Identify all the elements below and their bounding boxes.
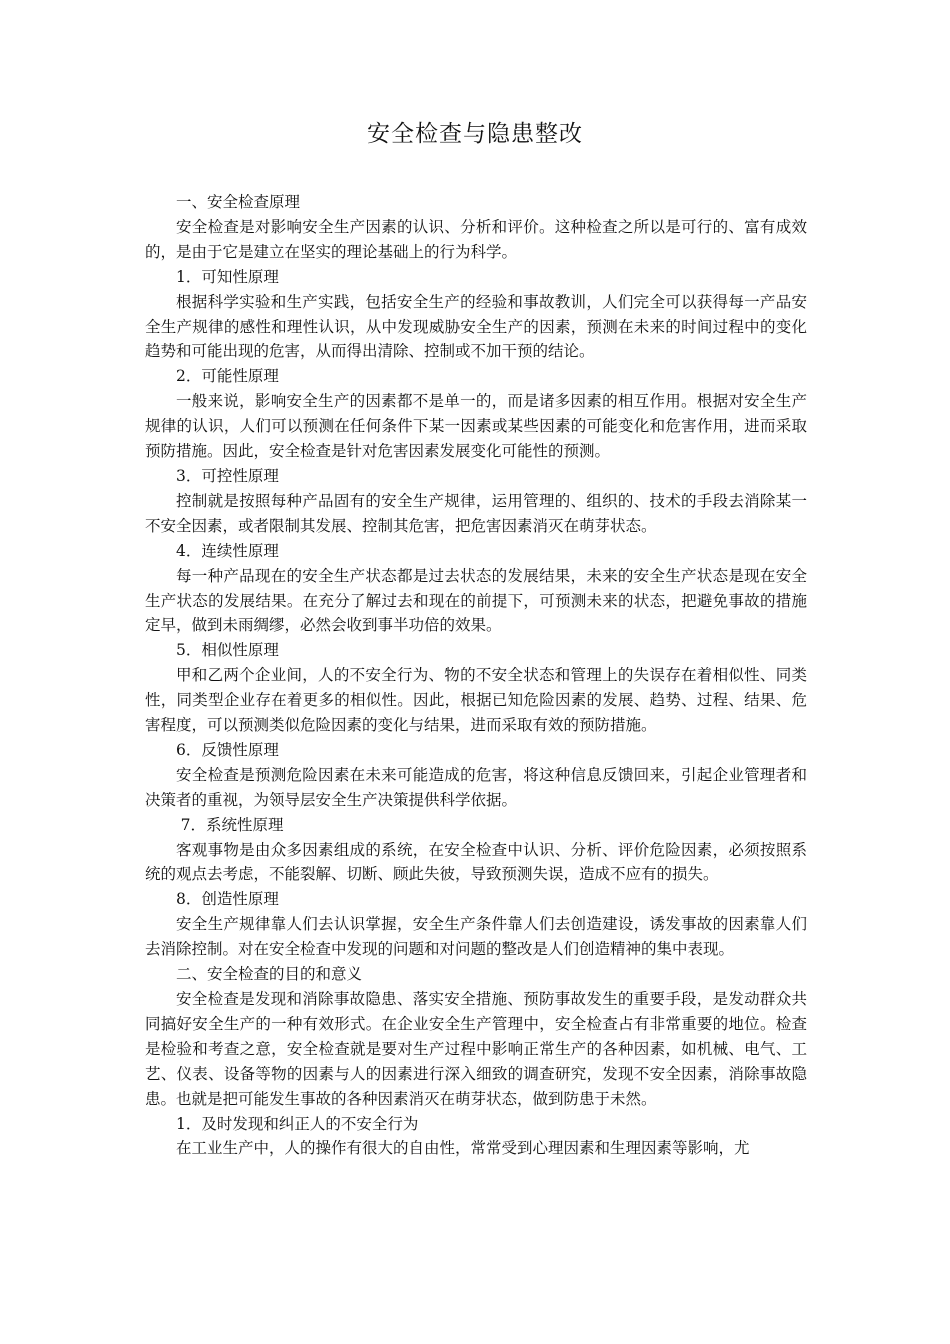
body-paragraph: 根据科学实验和生产实践，包括安全生产的经验和事故教训，人们完全可以获得每一产品安全生产规律的感性和理性认识，从中发现威胁安全生产的因素，预测在未来的时间过程中的变化趋势和可能出现的危害，从而得出清除、控制或不加干预的结论。 xyxy=(145,292,807,361)
document-title: 安全检查与隐患整改 xyxy=(367,121,583,147)
body-paragraph: 甲和乙两个企业间，人的不安全行为、物的不安全状态和管理上的失误存在着相似性、同类性，同类型企业存在着更多的相似性。因此，根据已知危险因素的发展、趋势、过程、结果、危害程度，可以预测类似危险因素的变化与结果，进而采取有效的预防措施。 xyxy=(145,666,807,735)
section-heading: 2．可能性原理 xyxy=(176,367,279,386)
body-paragraph: 客观事物是由众多因素组成的系统，在安全检查中认识、分析、评价危险因素，必须按照系统的观点去考虑，不能裂解、切断、顾此失彼，导致预测失误，造成不应有的损失。 xyxy=(145,840,807,884)
section-heading: 6．反馈性原理 xyxy=(176,740,279,759)
body-paragraph: 安全检查是发现和消除事故隐患、落实安全措施、预防事故发生的重要手段，是发动群众共同搞好安全生产的一种有效形式。在企业安全生产管理中，安全检查占有非常重要的地位。检查是检验和考查之意，安全检查就是要对生产过程中影响正常生产的各种因素，如机械、电气、工艺、仪表、设备等物的因素与人的因素进行深入细致的调查研究，发现不安全因素，消除事故隐患。也就是把可能发生事故的各种因素消灭在萌芽状态，做到防患于未然。 xyxy=(145,990,807,1108)
body-paragraph: 在工业生产中，人的操作有很大的自由性，常常受到心理因素和生理因素等影响，尤 xyxy=(176,1139,750,1158)
section-heading: 7．系统性原理 xyxy=(180,815,284,834)
body-paragraph: 安全生产规律靠人们去认识掌握，安全生产条件靠人们去创造建设，诱发事故的因素靠人们去消除控制。对在安全检查中发现的问题和对问题的整改是人们创造精神的集中表现。 xyxy=(145,915,807,959)
body-paragraph: 每一种产品现在的安全生产状态都是过去状态的发展结果，未来的安全生产状态是现在安全生产状态的发展结果。在充分了解过去和现在的前提下，可预测未来的状态，把避免事故的措施定早，做到未雨绸缪，必然会收到事半功倍的效果。 xyxy=(145,566,807,635)
section-heading: 4．连续性原理 xyxy=(176,541,279,560)
body-paragraph: 安全检查是预测危险因素在未来可能造成的危害，将这种信息反馈回来，引起企业管理者和决策者的重视，为领导层安全生产决策提供科学依据。 xyxy=(145,765,807,809)
document-body xyxy=(145,190,807,1161)
section-heading: 3．可控性原理 xyxy=(176,466,279,485)
section-heading: 8．创造性原理 xyxy=(176,890,279,909)
section-heading: 1．及时发现和纠正人的不安全行为 xyxy=(176,1114,419,1133)
body-paragraph: 控制就是按照每种产品固有的安全生产规律，运用管理的、组织的、技术的手段去消除某一不安全因素，或者限制其发展、控制其危害，把危害因素消灭在萌芽状态。 xyxy=(145,491,807,535)
body-paragraph: 安全检查是对影响安全生产因素的认识、分析和评价。这种检查之所以是可行的、富有成效的，是由于它是建立在坚实的理论基础上的行为科学。 xyxy=(145,217,807,261)
section-heading: 5．相似性原理 xyxy=(176,641,279,660)
body-paragraph: 一般来说，影响安全生产的因素都不是单一的，而是诸多因素的相互作用。根据对安全生产规律的认识，人们可以预测在任何条件下某一因素或某些因素的可能变化和危害作用，进而采取预防措施。因此，安全检查是针对危害因素发展变化可能性的预测。 xyxy=(145,392,807,461)
section-heading: 1．可知性原理 xyxy=(176,267,279,286)
section-heading: 二、安全检查的目的和意义 xyxy=(176,965,363,984)
section-heading: 一、安全检查原理 xyxy=(176,193,301,211)
